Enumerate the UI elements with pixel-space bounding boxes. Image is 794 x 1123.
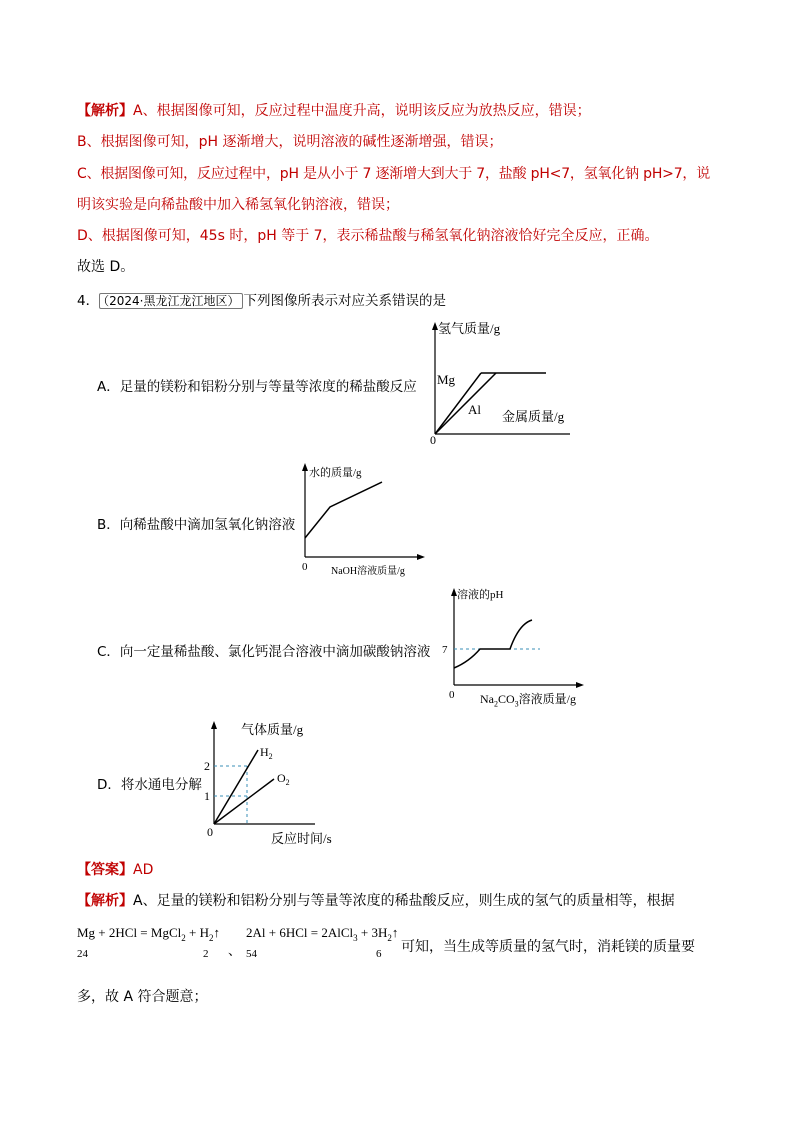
answer-value: AD [133, 862, 154, 878]
eq2-sub: 3 [353, 933, 358, 943]
analysis-text: A、根据图像可知，反应过程中温度升高，说明该反应为放热反应，错误； [133, 103, 591, 119]
c-ph-tick: 7 [442, 644, 448, 656]
answer-bracket: 【答案】 [77, 862, 133, 878]
d-tick-1: 1 [204, 789, 210, 803]
prev-analysis-line-1 [77, 101, 591, 121]
eq2-arrow: ↑ [391, 925, 399, 940]
a-xlabel: 金属质量/g [502, 409, 565, 424]
prev-analysis-line-4: D、根据图像可知，45s 时，pH 等于 7，表示稀盐酸与稀氢氧化钠溶液恰好完全反应，正确。 [77, 228, 659, 244]
option-a-text: A．足量的镁粉和铝粉分别与等量等浓度的稀盐酸反应 [97, 379, 417, 395]
d-o2-line [214, 779, 274, 824]
analysis-line-3: 多，故 A 符合题意； [77, 989, 208, 1005]
eq1-mass-2: 2 [203, 948, 209, 960]
equation-separator: 、 [228, 943, 242, 958]
a-al-label: Al [468, 402, 481, 417]
c-xlabel-sub2: 3 [514, 699, 519, 709]
option-b-graph [295, 460, 425, 580]
eq2-sub2: 2 [387, 933, 392, 943]
d-origin: 0 [207, 825, 213, 839]
eq1-sub: 2 [181, 933, 186, 943]
a-mg-label: Mg [437, 372, 456, 387]
equation-al [246, 925, 398, 941]
d-h2-sub: 2 [268, 752, 273, 761]
question-number: 4． [77, 293, 100, 309]
eq1-sub2: 2 [208, 933, 214, 943]
b-origin: 0 [302, 561, 308, 573]
d-o2-text: O [277, 771, 286, 785]
b-xlabel: NaOH溶液质量/g [331, 566, 405, 577]
eq2-tail: + 3H [357, 925, 388, 940]
question-stem [77, 289, 446, 309]
c-xlabel-sub1: 2 [494, 699, 498, 709]
eq1-main: Mg + 2HCl = MgCl [77, 925, 182, 940]
c-x-arrow [576, 682, 584, 688]
a-ylabel: 氢气质量/g [438, 321, 501, 336]
equation-mg [77, 925, 220, 941]
option-b-text: B．向稀盐酸中滴加氢氧化钠溶液 [97, 517, 296, 533]
option-d-text: D．将水通电分解 [97, 777, 202, 793]
b-y-arrow [302, 463, 308, 471]
d-y-arrow [211, 721, 217, 729]
d-h2-text: H [260, 745, 269, 759]
d-ylabel: 气体质量/g [241, 722, 304, 737]
eq2-mass-54: 54 [246, 948, 257, 960]
prev-analysis-line-3a: C、根据图像可知，反应过程中，pH 是从小于 7 逐渐增大到大于 7，盐酸 pH<7，氢氧化钠 pH>7，说 [77, 166, 711, 182]
option-c-text: C．向一定量稀盐酸、氯化钙混合溶液中滴加碳酸钠溶液 [97, 644, 431, 660]
c-ylabel: 溶液的pH [457, 589, 504, 601]
c-xlabel-na: Na [480, 692, 494, 706]
d-tick-2: 2 [204, 759, 210, 773]
d-o2-sub: 2 [285, 778, 290, 787]
eq2-main: 2Al + 6HCl = 2AlCl [246, 925, 354, 940]
question-source-tag: （2024·黑龙江龙江地区） [99, 293, 243, 309]
d-h2-line [214, 750, 258, 824]
b-water-line [305, 482, 382, 538]
analysis-line-2-tail: 可知，当生成等质量的氢气时，消耗镁的质量要 [401, 939, 695, 955]
a-origin: 0 [430, 433, 436, 447]
b-x-arrow [417, 554, 425, 560]
b-ylabel: 水的质量/g [309, 467, 362, 479]
c-xlabel-rest: 溶液质量/g [518, 692, 577, 706]
eq1-tail: + H [185, 925, 209, 940]
analysis-bracket: 【解析】 [77, 893, 133, 909]
d-xlabel: 反应时间/s [271, 831, 332, 846]
eq2-mass-6: 6 [376, 948, 382, 960]
answer-line [77, 860, 153, 880]
eq1-arrow: ↑ [213, 925, 220, 940]
prev-analysis-line-3b: 明该实验是向稀盐酸中加入稀氢氧化钠溶液，错误； [77, 197, 399, 213]
question-text: 下列图像所表示对应关系错误的是 [243, 293, 446, 309]
c-ph-curve [454, 620, 532, 668]
analysis-line-1 [77, 891, 675, 911]
eq1-mass-24: 24 [77, 948, 88, 960]
prev-analysis-conclusion: 故选 D。 [77, 259, 135, 275]
c-xlabel-co: CO [498, 692, 515, 706]
analysis-text: A、足量的镁粉和铝粉分别与等量等浓度的稀盐酸反应，则生成的氢气的质量相等，根据 [133, 893, 675, 909]
prev-analysis-line-2: B、根据图像可知，pH 逐渐增大，说明溶液的碱性逐渐增强，错误； [77, 134, 503, 150]
c-origin: 0 [449, 689, 455, 701]
d-h2-label [260, 745, 273, 761]
analysis-bracket: 【解析】 [77, 103, 133, 119]
c-xlabel [480, 690, 576, 708]
d-o2-label [277, 771, 290, 787]
